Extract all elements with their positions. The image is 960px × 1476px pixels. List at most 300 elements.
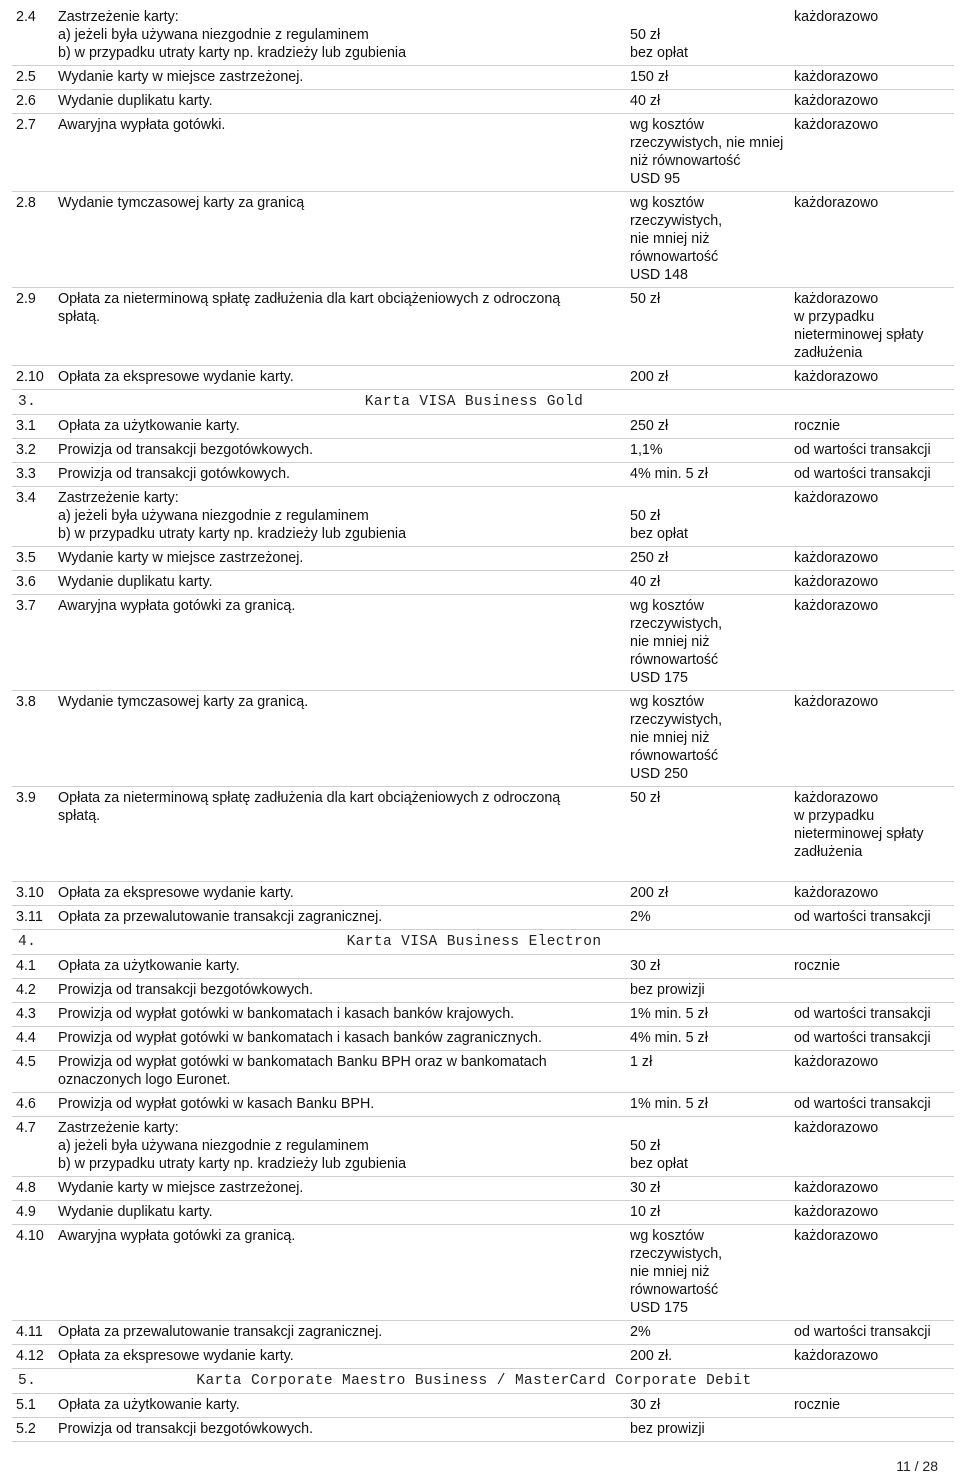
row-amount-line: 50 zł [630, 790, 661, 806]
row-description [54, 1053, 626, 1089]
row-frequency [790, 1396, 954, 1414]
table-row [12, 114, 954, 192]
row-frequency [790, 8, 954, 62]
row-amount-line: bez opłat [630, 526, 689, 542]
row-frequency-line: każdorazowo [794, 790, 879, 806]
row-number: 3.2 [16, 442, 36, 458]
row-description-line: Opłata za ekspresowe wydanie karty. [58, 369, 294, 385]
table-row [12, 66, 954, 90]
row-amount-line: nie mniej niż [630, 1264, 710, 1280]
row-amount-line [630, 489, 790, 507]
row-amount-line: wg kosztów [630, 195, 704, 211]
row-description [54, 1179, 626, 1197]
row-amount-line: USD 148 [630, 267, 689, 283]
row-frequency-line: każdorazowo [794, 93, 879, 109]
row-description-line: a) jeżeli była używana niezgodnie z regulaminem [58, 1138, 369, 1154]
row-amount-line: równowartość [630, 249, 719, 265]
row-frequency-line: każdorazowo [794, 550, 879, 566]
row-number: 3.5 [16, 550, 36, 566]
row-frequency-line: od wartości transakcji [794, 1324, 931, 1340]
row-description-line: Wydanie duplikatu karty. [58, 93, 213, 109]
row-number: 2.6 [16, 93, 36, 109]
row-amount-line: równowartość [630, 1282, 719, 1298]
row-amount-line: rzeczywistych, [630, 1246, 723, 1262]
row-amount [626, 1053, 790, 1089]
row-number: 2.9 [16, 291, 36, 307]
row-frequency [790, 1029, 954, 1047]
section-header [12, 1369, 954, 1394]
row-frequency-line [794, 981, 954, 999]
row-frequency-line: rocznie [794, 958, 841, 974]
table-row [12, 906, 954, 930]
row-frequency [790, 1119, 954, 1173]
row-description-line: Wydanie karty w miejsce zastrzeżonej. [58, 550, 304, 566]
row-frequency-line: w przypadku [794, 309, 875, 325]
row-frequency-line: każdorazowo [794, 694, 879, 710]
row-amount [626, 194, 790, 284]
row-description-line: Zastrzeżenie karty: [58, 9, 179, 25]
table-row [12, 439, 954, 463]
row-description-line: Opłata za użytkowanie karty. [58, 1397, 240, 1413]
row-amount [626, 489, 790, 543]
row-amount [626, 1029, 790, 1047]
row-description [54, 1005, 626, 1023]
row-amount-line: USD 175 [630, 1300, 689, 1316]
row-amount [626, 1005, 790, 1023]
table-row [12, 979, 954, 1003]
row-description [54, 368, 626, 386]
row-frequency-line: każdorazowo [794, 885, 879, 901]
row-description [54, 489, 626, 543]
row-frequency-line: każdorazowo [794, 1228, 879, 1244]
fee-table [12, 6, 954, 1442]
row-description-line: b) w przypadku utraty karty np. kradzieży lub zgubienia [58, 45, 407, 61]
row-number: 4.12 [16, 1348, 44, 1364]
row-description-line: oznaczonych logo Euronet. [58, 1072, 231, 1088]
row-number: 3.3 [16, 466, 36, 482]
row-frequency-line: każdorazowo [794, 195, 879, 211]
row-frequency-line: nieterminowej spłaty [794, 826, 924, 842]
row-number: 2.5 [16, 69, 36, 85]
row-amount-line: USD 95 [630, 171, 681, 187]
row-description [54, 981, 626, 999]
row-frequency [790, 908, 954, 926]
row-frequency [790, 92, 954, 110]
row-amount [626, 68, 790, 86]
table-row [12, 595, 954, 691]
row-frequency [790, 573, 954, 591]
row-frequency [790, 368, 954, 386]
row-frequency-line: od wartości transakcji [794, 1096, 931, 1112]
row-amount-line: 30 zł [630, 958, 661, 974]
row-frequency-line: rocznie [794, 418, 841, 434]
row-number: 4.1 [16, 958, 36, 974]
row-frequency-line: od wartości transakcji [794, 909, 931, 925]
row-description-line: Awaryjna wypłata gotówki. [58, 117, 226, 133]
row-amount [626, 1119, 790, 1173]
table-row [12, 571, 954, 595]
row-description [54, 957, 626, 975]
row-frequency-line: każdorazowo [794, 69, 879, 85]
row-description-line: Wydanie karty w miejsce zastrzeżonej. [58, 1180, 304, 1196]
row-description-line: spłatą. [58, 309, 101, 325]
row-number: 5.1 [16, 1397, 36, 1413]
row-description-line: Opłata za nieterminową spłatę zadłużenia dla kart obciążeniowych z odroczoną [58, 790, 561, 806]
row-frequency [790, 1227, 954, 1317]
row-description [54, 789, 626, 861]
row-description [54, 441, 626, 459]
row-description-line: Wydanie tymczasowej karty za granicą [58, 195, 305, 211]
row-description [54, 693, 626, 783]
row-description [54, 597, 626, 687]
row-description-line: a) jeżeli była używana niezgodnie z regulaminem [58, 27, 369, 43]
row-frequency-line: każdorazowo [794, 117, 879, 133]
row-amount [626, 1095, 790, 1113]
row-number: 3.8 [16, 694, 36, 710]
row-amount-line: niż równowartość [630, 153, 741, 169]
row-description [54, 417, 626, 435]
table-row [12, 1225, 954, 1321]
row-amount [626, 1323, 790, 1341]
row-frequency [790, 957, 954, 975]
table-row [12, 1027, 954, 1051]
section-title: Karta VISA Business Gold [364, 394, 584, 410]
row-amount [626, 1203, 790, 1221]
table-row [12, 1394, 954, 1418]
table-row [12, 547, 954, 571]
row-amount-line: wg kosztów [630, 694, 704, 710]
row-frequency-line: każdorazowo [794, 291, 879, 307]
row-amount [626, 1227, 790, 1317]
row-amount [626, 1347, 790, 1365]
row-frequency-line: każdorazowo [794, 1348, 879, 1364]
row-amount-line: 10 zł [630, 1204, 661, 1220]
row-frequency-line [794, 1420, 954, 1438]
row-amount-line: 2% [630, 1324, 651, 1340]
row-description [54, 8, 626, 62]
row-amount-line: nie mniej niż [630, 231, 710, 247]
row-description-line: Opłata za przewalutowanie transakcji zagranicznej. [58, 909, 383, 925]
row-number: 3.4 [16, 490, 36, 506]
row-number: 4.5 [16, 1054, 36, 1070]
row-frequency-line: nieterminowej spłaty [794, 327, 924, 343]
row-description-line: Opłata za przewalutowanie transakcji zagranicznej. [58, 1324, 383, 1340]
row-description-line: Prowizja od wypłat gotówki w kasach Banku BPH. [58, 1096, 375, 1112]
row-amount-line: USD 175 [630, 670, 689, 686]
row-amount-line: bez prowizji [630, 982, 705, 998]
row-frequency [790, 194, 954, 284]
table-row [12, 1201, 954, 1225]
row-number: 4.9 [16, 1204, 36, 1220]
row-amount [626, 693, 790, 783]
table-row [12, 1418, 954, 1442]
row-number: 2.8 [16, 195, 36, 211]
row-number: 4.7 [16, 1120, 36, 1136]
row-amount-line: bez prowizji [630, 1421, 705, 1437]
row-description [54, 908, 626, 926]
row-number: 3.7 [16, 598, 36, 614]
row-frequency-line: zadłużenia [794, 345, 863, 361]
row-frequency-line: każdorazowo [794, 369, 879, 385]
row-frequency [790, 1053, 954, 1089]
row-description [54, 1420, 626, 1438]
table-row [12, 192, 954, 288]
table-row [12, 882, 954, 906]
row-frequency-line: rocznie [794, 1397, 841, 1413]
row-amount-line: wg kosztów [630, 1228, 704, 1244]
row-amount-line: rzeczywistych, nie mniej [630, 135, 784, 151]
row-frequency [790, 884, 954, 902]
row-number: 3.6 [16, 574, 36, 590]
row-description-line: spłatą. [58, 808, 101, 824]
row-amount-line: wg kosztów [630, 117, 704, 133]
row-amount [626, 8, 790, 62]
row-amount-line: równowartość [630, 748, 719, 764]
row-frequency [790, 1203, 954, 1221]
row-frequency [790, 1005, 954, 1023]
row-description-line: Zastrzeżenie karty: [58, 1120, 179, 1136]
section-number: 5. [18, 1373, 37, 1389]
row-frequency-line: zadłużenia [794, 844, 863, 860]
table-row [12, 6, 954, 66]
row-frequency [790, 981, 954, 999]
row-amount [626, 368, 790, 386]
row-amount-line: 50 zł [630, 1138, 661, 1154]
row-amount-line: 1,1% [630, 442, 663, 458]
row-amount-line: nie mniej niż [630, 730, 710, 746]
row-description-line: Zastrzeżenie karty: [58, 490, 179, 506]
row-number: 3.9 [16, 790, 36, 806]
row-amount-line: nie mniej niż [630, 634, 710, 650]
table-row [12, 787, 954, 882]
row-description-line: Awaryjna wypłata gotówki za granicą. [58, 598, 296, 614]
row-amount-line: 40 zł [630, 574, 661, 590]
row-number: 4.10 [16, 1228, 44, 1244]
row-frequency-line: od wartości transakcji [794, 442, 931, 458]
row-amount [626, 884, 790, 902]
row-frequency [790, 693, 954, 783]
row-amount-line [630, 1119, 790, 1137]
row-description [54, 1095, 626, 1113]
row-amount-line [630, 8, 790, 26]
row-description-line: Prowizja od wypłat gotówki w bankomatach i kasach banków zagranicznych. [58, 1030, 542, 1046]
row-amount-line: 200 zł [630, 369, 669, 385]
row-frequency [790, 465, 954, 483]
row-description-line: Opłata za ekspresowe wydanie karty. [58, 1348, 294, 1364]
row-frequency-line: każdorazowo [794, 598, 879, 614]
row-description-line: Prowizja od wypłat gotówki w bankomatach i kasach banków krajowych. [58, 1006, 515, 1022]
row-description [54, 573, 626, 591]
row-description-line: Prowizja od transakcji bezgotówkowych. [58, 1421, 314, 1437]
row-amount [626, 789, 790, 861]
row-description-line: Prowizja od transakcji bezgotówkowych. [58, 982, 314, 998]
row-amount-line: bez opłat [630, 45, 689, 61]
row-amount [626, 1179, 790, 1197]
section-title: Karta Corporate Maestro Business / MasterCard Corporate Debit [196, 1373, 752, 1389]
row-description-line: Opłata za ekspresowe wydanie karty. [58, 885, 294, 901]
row-frequency-line: od wartości transakcji [794, 466, 931, 482]
row-frequency [790, 1095, 954, 1113]
row-frequency-line: od wartości transakcji [794, 1030, 931, 1046]
row-number: 4.6 [16, 1096, 36, 1112]
section-header [12, 390, 954, 415]
page-number: 11 / 28 [896, 1458, 938, 1474]
row-frequency [790, 597, 954, 687]
row-description [54, 549, 626, 567]
row-description-line: Awaryjna wypłata gotówki za granicą. [58, 1228, 296, 1244]
table-row [12, 1117, 954, 1177]
row-amount [626, 92, 790, 110]
row-frequency [790, 116, 954, 188]
row-description-line: Prowizja od transakcji gotówkowych. [58, 466, 291, 482]
row-description-line: Opłata za użytkowanie karty. [58, 418, 240, 434]
row-amount [626, 549, 790, 567]
row-number: 4.3 [16, 1006, 36, 1022]
row-amount-line: wg kosztów [630, 598, 704, 614]
table-row [12, 463, 954, 487]
row-frequency [790, 417, 954, 435]
row-frequency [790, 1347, 954, 1365]
row-amount [626, 1396, 790, 1414]
row-frequency [790, 441, 954, 459]
row-description [54, 116, 626, 188]
row-frequency-line: każdorazowo [794, 1054, 879, 1070]
row-number: 5.2 [16, 1421, 36, 1437]
row-description [54, 1323, 626, 1341]
row-description [54, 1396, 626, 1414]
row-description-line: Opłata za użytkowanie karty. [58, 958, 240, 974]
table-row [12, 366, 954, 390]
row-frequency-line: od wartości transakcji [794, 1006, 931, 1022]
row-frequency [790, 1179, 954, 1197]
row-frequency [790, 489, 954, 543]
row-description-line: Opłata za nieterminową spłatę zadłużenia dla kart obciążeniowych z odroczoną [58, 291, 561, 307]
row-frequency-line: każdorazowo [794, 1204, 879, 1220]
table-row [12, 955, 954, 979]
row-number: 3.11 [16, 909, 43, 925]
section-header [12, 930, 954, 955]
row-amount-line: 40 zł [630, 93, 661, 109]
section-title: Karta VISA Business Electron [346, 934, 602, 950]
row-description-line: a) jeżeli była używana niezgodnie z regulaminem [58, 508, 369, 524]
row-description [54, 1227, 626, 1317]
row-description [54, 1203, 626, 1221]
row-amount [626, 573, 790, 591]
row-number: 3.10 [16, 885, 44, 901]
row-description [54, 884, 626, 902]
row-amount [626, 1420, 790, 1438]
table-row [12, 288, 954, 366]
table-row [12, 487, 954, 547]
row-number: 4.4 [16, 1030, 36, 1046]
row-amount-line: rzeczywistych, [630, 616, 723, 632]
table-row [12, 1093, 954, 1117]
row-number: 4.11 [16, 1324, 43, 1340]
table-row [12, 691, 954, 787]
row-amount-line: 250 zł [630, 550, 669, 566]
row-amount-line: 1 zł [630, 1054, 653, 1070]
row-description [54, 1119, 626, 1173]
row-amount-line: 2% [630, 909, 651, 925]
row-frequency [790, 68, 954, 86]
row-number: 2.7 [16, 117, 36, 133]
row-number: 4.2 [16, 982, 36, 998]
row-description [54, 290, 626, 362]
row-description [54, 68, 626, 86]
row-amount-line: 30 zł [630, 1180, 661, 1196]
row-number: 2.4 [16, 9, 36, 25]
row-number: 4.8 [16, 1180, 36, 1196]
row-description-line: b) w przypadku utraty karty np. kradzieży lub zgubienia [58, 526, 407, 542]
row-amount-line: 4% min. 5 zł [630, 1030, 708, 1046]
row-amount-line: równowartość [630, 652, 719, 668]
row-description-line: Wydanie karty w miejsce zastrzeżonej. [58, 69, 304, 85]
row-frequency [790, 290, 954, 362]
row-frequency-line: każdorazowo [794, 490, 879, 506]
row-frequency [790, 1420, 954, 1438]
row-amount-line: 250 zł [630, 418, 669, 434]
row-description-line: Prowizja od transakcji bezgotówkowych. [58, 442, 314, 458]
row-amount [626, 290, 790, 362]
row-description-line: Prowizja od wypłat gotówki w bankomatach Banku BPH oraz w bankomatach [58, 1054, 547, 1070]
row-description [54, 194, 626, 284]
row-amount-line: USD 250 [630, 766, 689, 782]
row-amount-line: 30 zł [630, 1397, 661, 1413]
row-amount [626, 908, 790, 926]
row-amount-line: 1% min. 5 zł [630, 1006, 708, 1022]
row-amount [626, 957, 790, 975]
row-amount [626, 981, 790, 999]
table-row [12, 1003, 954, 1027]
table-row [12, 1051, 954, 1093]
table-row [12, 1321, 954, 1345]
row-amount [626, 441, 790, 459]
row-frequency-line: w przypadku [794, 808, 875, 824]
row-frequency-line: każdorazowo [794, 574, 879, 590]
row-frequency [790, 1323, 954, 1341]
row-description-line: Wydanie duplikatu karty. [58, 574, 213, 590]
row-amount-line: 200 zł [630, 885, 669, 901]
row-amount-line: 4% min. 5 zł [630, 466, 708, 482]
table-row [12, 90, 954, 114]
row-amount-line: rzeczywistych, [630, 213, 723, 229]
row-amount [626, 417, 790, 435]
row-amount-line: rzeczywistych, [630, 712, 723, 728]
row-amount-line: 1% min. 5 zł [630, 1096, 708, 1112]
row-amount-line: 50 zł [630, 291, 661, 307]
row-frequency [790, 549, 954, 567]
row-description [54, 465, 626, 483]
row-amount [626, 465, 790, 483]
section-number: 3. [18, 394, 37, 410]
table-row [12, 415, 954, 439]
row-number: 2.10 [16, 369, 44, 385]
row-amount-line: 50 zł [630, 27, 661, 43]
row-frequency-line: każdorazowo [794, 1180, 879, 1196]
table-row [12, 1345, 954, 1369]
row-amount [626, 116, 790, 188]
row-amount-line: 50 zł [630, 508, 661, 524]
row-description-line: b) w przypadku utraty karty np. kradzieży lub zgubienia [58, 1156, 407, 1172]
row-description-line: Wydanie duplikatu karty. [58, 1204, 213, 1220]
row-number: 3.1 [16, 418, 36, 434]
row-frequency [790, 789, 954, 861]
table-row [12, 1177, 954, 1201]
row-amount [626, 597, 790, 687]
row-amount-line: 200 zł. [630, 1348, 673, 1364]
row-frequency-line: każdorazowo [794, 1120, 879, 1136]
section-number: 4. [18, 934, 37, 950]
